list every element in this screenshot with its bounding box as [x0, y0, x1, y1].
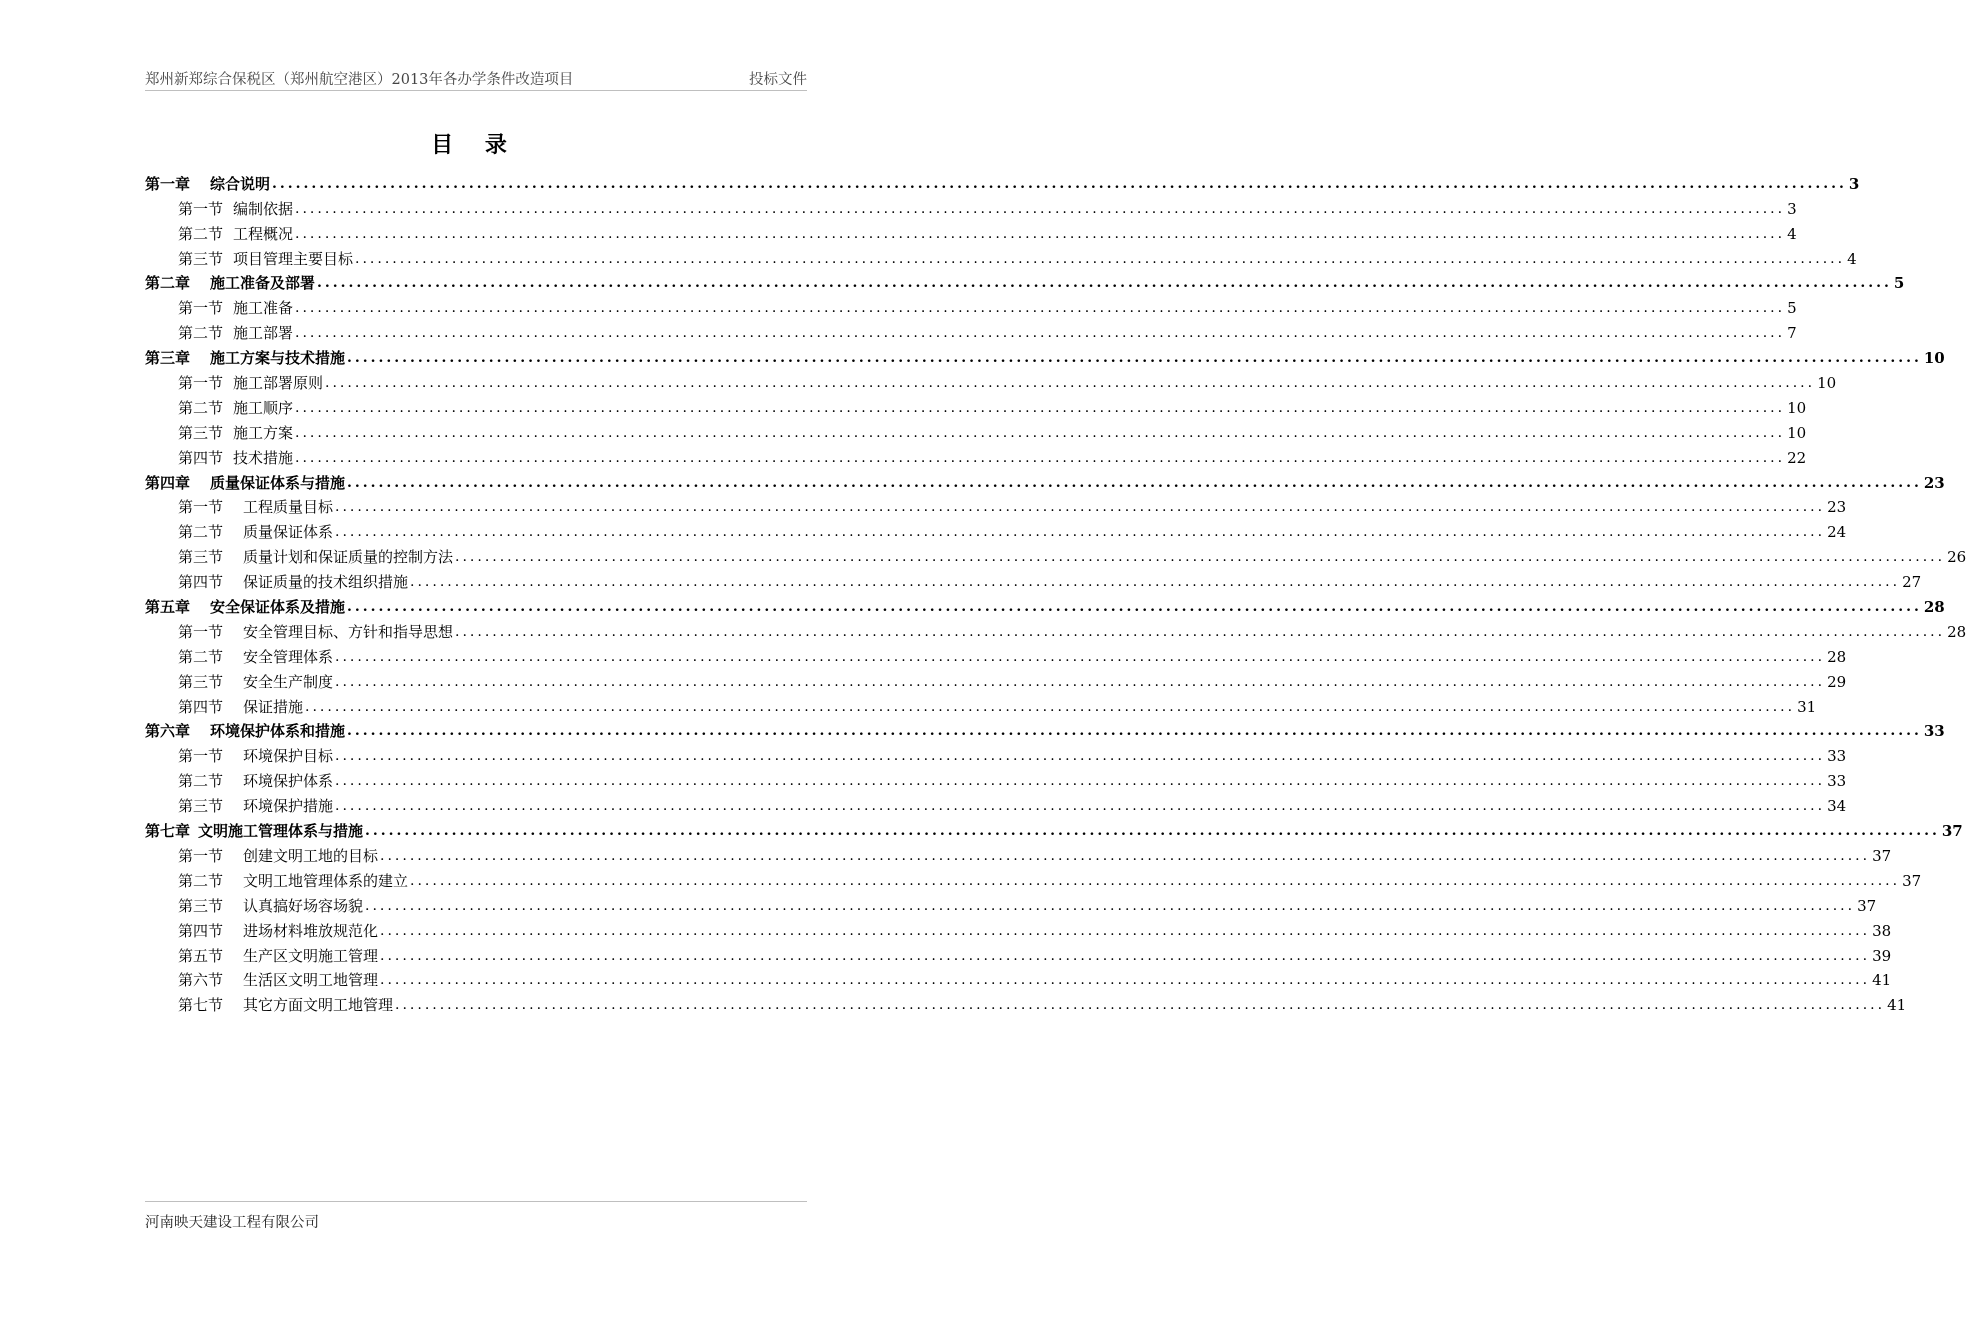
toc-entry-title: 质量计划和保证质量的控制方法 [243, 548, 454, 567]
toc-entry-number: 第三节 [178, 423, 224, 442]
toc-page-number: 41 [1887, 996, 1907, 1015]
toc-entry-number: 第一节 [178, 622, 224, 641]
toc-leader-dots: ........................................................................................................................................................................................................ [335, 748, 1826, 765]
toc-entry-title: 安全管理目标、方针和指导思想 [243, 622, 454, 641]
toc-entry-title: 工程质量目标 [243, 498, 334, 517]
toc-entry-number: 第三节 [178, 672, 224, 691]
toc-entry-title: 质量保证体系 [243, 523, 334, 542]
toc-entry-title: 编制依据 [233, 199, 294, 218]
toc-page-number: 3 [1848, 174, 1860, 193]
toc-entry-title: 安全生产制度 [243, 672, 334, 691]
toc-section-entry[interactable] [145, 516, 1847, 542]
toc-leader-dots: ........................................................................................................................................................................................................ [455, 549, 1946, 566]
table-of-contents [145, 168, 1966, 1015]
toc-page-number: 4 [1787, 224, 1797, 243]
toc-chapter-entry[interactable] [145, 467, 1945, 492]
toc-entry-number: 第一节 [178, 299, 224, 318]
toc-section-entry[interactable] [145, 790, 1847, 816]
toc-entry-title: 环境保护措施 [243, 797, 334, 816]
toc-entry-title: 施工准备 [233, 299, 294, 318]
toc-page-number: 10 [1787, 398, 1807, 417]
toc-entry-title: 文明施工管理体系与措施 [198, 822, 364, 841]
toc-page-number: 28 [1827, 647, 1847, 666]
toc-leader-dots: ........................................................................................................................................................................................................ [380, 972, 1871, 989]
toc-page-number: 37 [1872, 846, 1892, 865]
toc-leader-dots: ........................................................................................................................................................................................................ [355, 250, 1846, 267]
toc-page-number: 29 [1827, 672, 1847, 691]
toc-chapter-entry[interactable] [145, 168, 1860, 193]
toc-leader-dots: ........................................................................................................................................................................................................ [335, 524, 1826, 541]
toc-entry-title: 环境保护体系 [243, 772, 334, 791]
toc-section-entry[interactable] [145, 492, 1847, 517]
toc-page-number: 4 [1847, 249, 1857, 268]
toc-entry-title: 综合说明 [210, 174, 271, 193]
header-doc-type: 投标文件 [749, 72, 807, 88]
toc-page-number: 33 [1827, 772, 1847, 791]
toc-leader-dots: ........................................................................................................................................................................................................ [347, 599, 1922, 616]
toc-leader-dots: ........................................................................................................................................................................................................ [335, 773, 1826, 790]
toc-section-entry[interactable] [145, 566, 1922, 592]
toc-entry-title: 技术措施 [233, 448, 294, 467]
toc-entry-number: 第六章 [145, 722, 191, 741]
toc-section-entry[interactable] [145, 965, 1892, 990]
toc-entry-number: 第四节 [178, 573, 224, 592]
toc-entry-number: 第四节 [178, 921, 224, 940]
toc-entry-number: 第三节 [178, 249, 224, 268]
toc-section-entry[interactable] [145, 317, 1797, 343]
toc-entry-number: 第二节 [178, 324, 224, 343]
toc-entry-title: 环境保护目标 [243, 747, 334, 766]
toc-entry-number: 第二章 [145, 274, 191, 293]
toc-entry-title: 保证质量的技术组织措施 [243, 573, 409, 592]
toc-entry-number: 第四章 [145, 473, 191, 492]
toc-entry-number: 第七节 [178, 996, 224, 1015]
toc-entry-number: 第三章 [145, 349, 191, 368]
toc-title: 目 录 [431, 132, 519, 158]
toc-entry-number: 第三节 [178, 896, 224, 915]
toc-entry-title: 施工部署 [233, 324, 294, 343]
page-footer [145, 1201, 807, 1232]
toc-page-number: 33 [1923, 722, 1945, 741]
toc-leader-dots: ........................................................................................................................................................................................................ [347, 723, 1922, 740]
toc-section-entry[interactable] [145, 417, 1807, 442]
toc-entry-number: 第四节 [178, 697, 224, 716]
toc-section-entry[interactable] [145, 890, 1877, 915]
toc-entry-title: 施工部署原则 [233, 374, 324, 393]
toc-leader-dots: ........................................................................................................................................................................................................ [295, 300, 1786, 317]
toc-section-entry[interactable] [145, 915, 1892, 940]
toc-entry-title: 环境保护体系和措施 [210, 722, 346, 741]
toc-leader-dots: ........................................................................................................................................................................................................ [335, 499, 1826, 516]
toc-section-entry[interactable] [145, 641, 1847, 666]
toc-chapter-entry[interactable] [145, 815, 1963, 841]
toc-section-entry[interactable] [145, 840, 1892, 865]
toc-section-entry[interactable] [145, 218, 1797, 243]
toc-entry-title: 文明工地管理体系的建立 [243, 871, 409, 890]
toc-page-number: 26 [1947, 548, 1966, 567]
toc-entry-number: 第四节 [178, 448, 224, 467]
toc-section-entry[interactable] [145, 243, 1857, 268]
toc-entry-title: 施工顺序 [233, 398, 294, 417]
toc-entry-title: 工程概况 [233, 224, 294, 243]
toc-entry-title: 施工准备及部署 [210, 274, 316, 293]
toc-entry-number: 第一节 [178, 498, 224, 517]
toc-section-entry[interactable] [145, 367, 1837, 393]
toc-leader-dots: ........................................................................................................................................................................................................ [295, 449, 1786, 466]
toc-entry-number: 第二节 [178, 871, 224, 890]
toc-entry-number: 第一节 [178, 747, 224, 766]
toc-page-number: 39 [1872, 946, 1892, 965]
toc-page-number: 38 [1872, 921, 1892, 940]
toc-page-number: 37 [1857, 896, 1877, 915]
toc-entry-number: 第二节 [178, 772, 224, 791]
toc-page-number: 3 [1787, 199, 1797, 218]
toc-page-number: 7 [1787, 324, 1797, 343]
toc-entry-title: 进场材料堆放规范化 [243, 921, 379, 940]
toc-section-entry[interactable] [145, 865, 1922, 890]
toc-entry-number: 第二节 [178, 523, 224, 542]
toc-leader-dots: ........................................................................................................................................................................................................ [365, 897, 1856, 914]
toc-page-number: 28 [1947, 622, 1966, 641]
toc-section-entry[interactable] [145, 541, 1966, 567]
toc-page-number: 31 [1797, 697, 1817, 716]
toc-section-entry[interactable] [145, 292, 1797, 318]
toc-page-number: 24 [1827, 523, 1847, 542]
toc-entry-title: 创建文明工地的目标 [243, 846, 379, 865]
toc-leader-dots: ........................................................................................................................................................................................................ [395, 997, 1886, 1014]
toc-leader-dots: ........................................................................................................................................................................................................ [380, 847, 1871, 864]
toc-page-number: 10 [1817, 374, 1837, 393]
toc-entry-title: 生活区文明工地管理 [243, 971, 379, 990]
toc-entry-title: 安全保证体系及措施 [210, 598, 346, 617]
toc-page-number: 37 [1941, 822, 1963, 841]
toc-entry-number: 第一节 [178, 846, 224, 865]
toc-entry-number: 第五节 [178, 946, 224, 965]
toc-section-entry[interactable] [145, 392, 1807, 417]
toc-leader-dots: ........................................................................................................................................................................................................ [380, 947, 1871, 964]
toc-entry-number: 第六节 [178, 971, 224, 990]
toc-leader-dots: ........................................................................................................................................................................................................ [455, 623, 1946, 640]
toc-entry-number: 第二节 [178, 647, 224, 666]
toc-page-number: 41 [1872, 971, 1892, 990]
toc-leader-dots: ........................................................................................................................................................................................................ [410, 574, 1901, 591]
toc-entry-number: 第三节 [178, 797, 224, 816]
toc-leader-dots: ........................................................................................................................................................................................................ [335, 798, 1826, 815]
toc-section-entry[interactable] [145, 940, 1892, 965]
toc-chapter-entry[interactable] [145, 268, 1905, 293]
toc-page-number: 5 [1787, 299, 1797, 318]
toc-leader-dots: ........................................................................................................................................................................................................ [410, 872, 1901, 889]
toc-entry-title: 其它方面文明工地管理 [243, 996, 394, 1015]
toc-page-number: 37 [1902, 871, 1922, 890]
toc-entry-number: 第五章 [145, 598, 191, 617]
toc-page-number: 5 [1893, 274, 1905, 293]
toc-leader-dots: ........................................................................................................................................................................................................ [305, 698, 1796, 715]
toc-chapter-entry[interactable] [145, 591, 1945, 617]
toc-page-number: 33 [1827, 747, 1847, 766]
toc-page-number: 28 [1923, 598, 1945, 617]
toc-leader-dots: ........................................................................................................................................................................................................ [365, 823, 1940, 840]
toc-entry-number: 第一节 [178, 374, 224, 393]
toc-entry-title: 项目管理主要目标 [233, 249, 354, 268]
toc-entry-title: 安全管理体系 [243, 647, 334, 666]
toc-page-number: 22 [1787, 448, 1807, 467]
toc-page-number: 23 [1923, 473, 1945, 492]
toc-entry-title: 认真搞好场容场貌 [243, 896, 364, 915]
toc-entry-title: 质量保证体系与措施 [210, 473, 346, 492]
toc-entry-number: 第一节 [178, 199, 224, 218]
toc-page-number: 23 [1827, 498, 1847, 517]
page-header [145, 68, 807, 91]
toc-leader-dots: ........................................................................................................................................................................................................ [295, 424, 1786, 441]
toc-section-entry[interactable] [145, 765, 1847, 791]
toc-page-number: 10 [1923, 349, 1945, 368]
toc-section-entry[interactable] [145, 442, 1807, 467]
toc-section-entry[interactable] [145, 691, 1817, 716]
toc-chapter-entry[interactable] [145, 716, 1945, 741]
toc-section-entry[interactable] [145, 616, 1966, 641]
toc-leader-dots: ........................................................................................................................................................................................................ [295, 325, 1786, 342]
toc-entry-number: 第二节 [178, 398, 224, 417]
toc-leader-dots: ........................................................................................................................................................................................................ [335, 673, 1826, 690]
toc-section-entry[interactable] [145, 740, 1847, 766]
toc-leader-dots: ........................................................................................................................................................................................................ [295, 399, 1786, 416]
header-project-title: 郑州新郑综合保税区（郑州航空港区）2013年各办学条件改造项目 [145, 72, 574, 88]
toc-leader-dots: ........................................................................................................................................................................................................ [347, 350, 1922, 367]
toc-leader-dots: ........................................................................................................................................................................................................ [335, 648, 1826, 665]
toc-entry-title: 施工方案与技术措施 [210, 349, 346, 368]
toc-page-number: 27 [1902, 573, 1922, 592]
toc-entry-title: 生产区文明施工管理 [243, 946, 379, 965]
toc-leader-dots: ........................................................................................................................................................................................................ [272, 175, 1847, 192]
toc-entry-number: 第二节 [178, 224, 224, 243]
toc-chapter-entry[interactable] [145, 342, 1945, 368]
footer-company: 河南映天建设工程有限公司 [145, 1215, 319, 1231]
toc-entry-number: 第七章 [145, 822, 191, 841]
toc-leader-dots: ........................................................................................................................................................................................................ [295, 225, 1786, 242]
toc-section-entry[interactable] [145, 193, 1797, 218]
toc-leader-dots: ........................................................................................................................................................................................................ [325, 375, 1816, 392]
toc-section-entry[interactable] [145, 989, 1907, 1015]
toc-entry-title: 施工方案 [233, 423, 294, 442]
toc-page-number: 10 [1787, 423, 1807, 442]
toc-entry-number: 第一章 [145, 174, 191, 193]
toc-leader-dots: ........................................................................................................................................................................................................ [347, 474, 1922, 491]
toc-page-number: 34 [1827, 797, 1847, 816]
toc-section-entry[interactable] [145, 666, 1847, 691]
toc-entry-number: 第三节 [178, 548, 224, 567]
toc-entry-title: 保证措施 [243, 697, 304, 716]
toc-leader-dots: ........................................................................................................................................................................................................ [295, 200, 1786, 217]
toc-leader-dots: ........................................................................................................................................................................................................ [380, 922, 1871, 939]
toc-leader-dots: ........................................................................................................................................................................................................ [317, 275, 1892, 292]
